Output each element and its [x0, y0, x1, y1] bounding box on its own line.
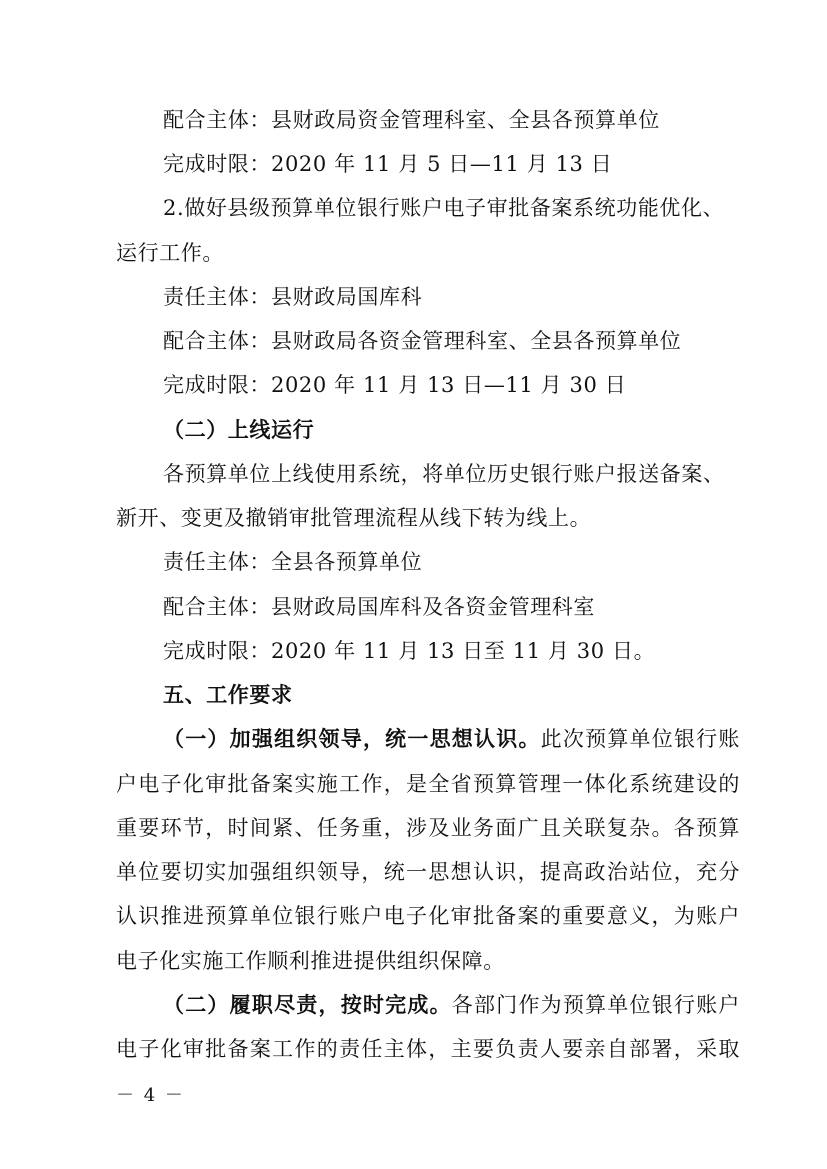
text-line: 运行工作。	[116, 241, 224, 265]
text-line: 各预算单位上线使用系统，将单位历史银行账户报送备案、	[163, 462, 725, 486]
paragraph-text: 此次预算单位银行账	[540, 727, 740, 751]
paragraph-line: 认识推进预算单位银行账户电子化审批备案的重要意义，为账户	[116, 904, 740, 928]
section-heading: 五、工作要求	[163, 682, 293, 707]
paragraph-line: 单位要切实加强组织领导，统一思想认识，提高政治站位，充分	[116, 860, 740, 884]
text-line: 责任主体：全县各预算单位	[163, 550, 423, 574]
paragraph-text: 各部门作为预算单位银行账户	[451, 993, 740, 1017]
text-line: 2.做好县级预算单位银行账户电子审批备案系统功能优化、	[163, 196, 725, 220]
text-line: 配合主体：县财政局资金管理科室、全县各预算单位	[163, 108, 660, 132]
text-line: 配合主体：县财政局各资金管理科室、全县各预算单位	[163, 329, 682, 353]
text-line: 完成时限：2020 年 11 月 13 日—11 月 30 日	[163, 373, 627, 397]
text-line: 责任主体：县财政局国库科	[163, 285, 423, 309]
paragraph-line	[163, 725, 740, 753]
text-line: 新开、变更及撤销审批管理流程从线下转为线上。	[116, 506, 592, 530]
text-line: 配合主体：县财政局国库科及各资金管理科室	[163, 595, 595, 619]
text-line: 完成时限：2020 年 11 月 13 日至 11 月 30 日。	[163, 639, 656, 663]
subsection-title: （二）履职尽责，按时完成。	[163, 992, 452, 1017]
section-heading: （二）上线运行	[163, 417, 315, 442]
paragraph-line: 电子化实施工作顺利推进提供组织保障。	[116, 949, 505, 973]
paragraph-line: 重要环节，时间紧、任务重，涉及业务面广且关联复杂。各预算	[116, 816, 740, 840]
paragraph-line: 户电子化审批备案实施工作，是全省预算管理一体化系统建设的	[116, 772, 740, 796]
page-number: － 4 －	[116, 1085, 185, 1106]
paragraph-line: 电子化审批备案工作的责任主体，主要负责人要亲自部署，采取	[116, 1037, 740, 1061]
paragraph-line	[163, 991, 740, 1019]
subsection-title: （一）加强组织领导，统一思想认识。	[163, 726, 541, 751]
text-line: 完成时限：2020 年 11 月 5 日—11 月 13 日	[163, 152, 613, 176]
